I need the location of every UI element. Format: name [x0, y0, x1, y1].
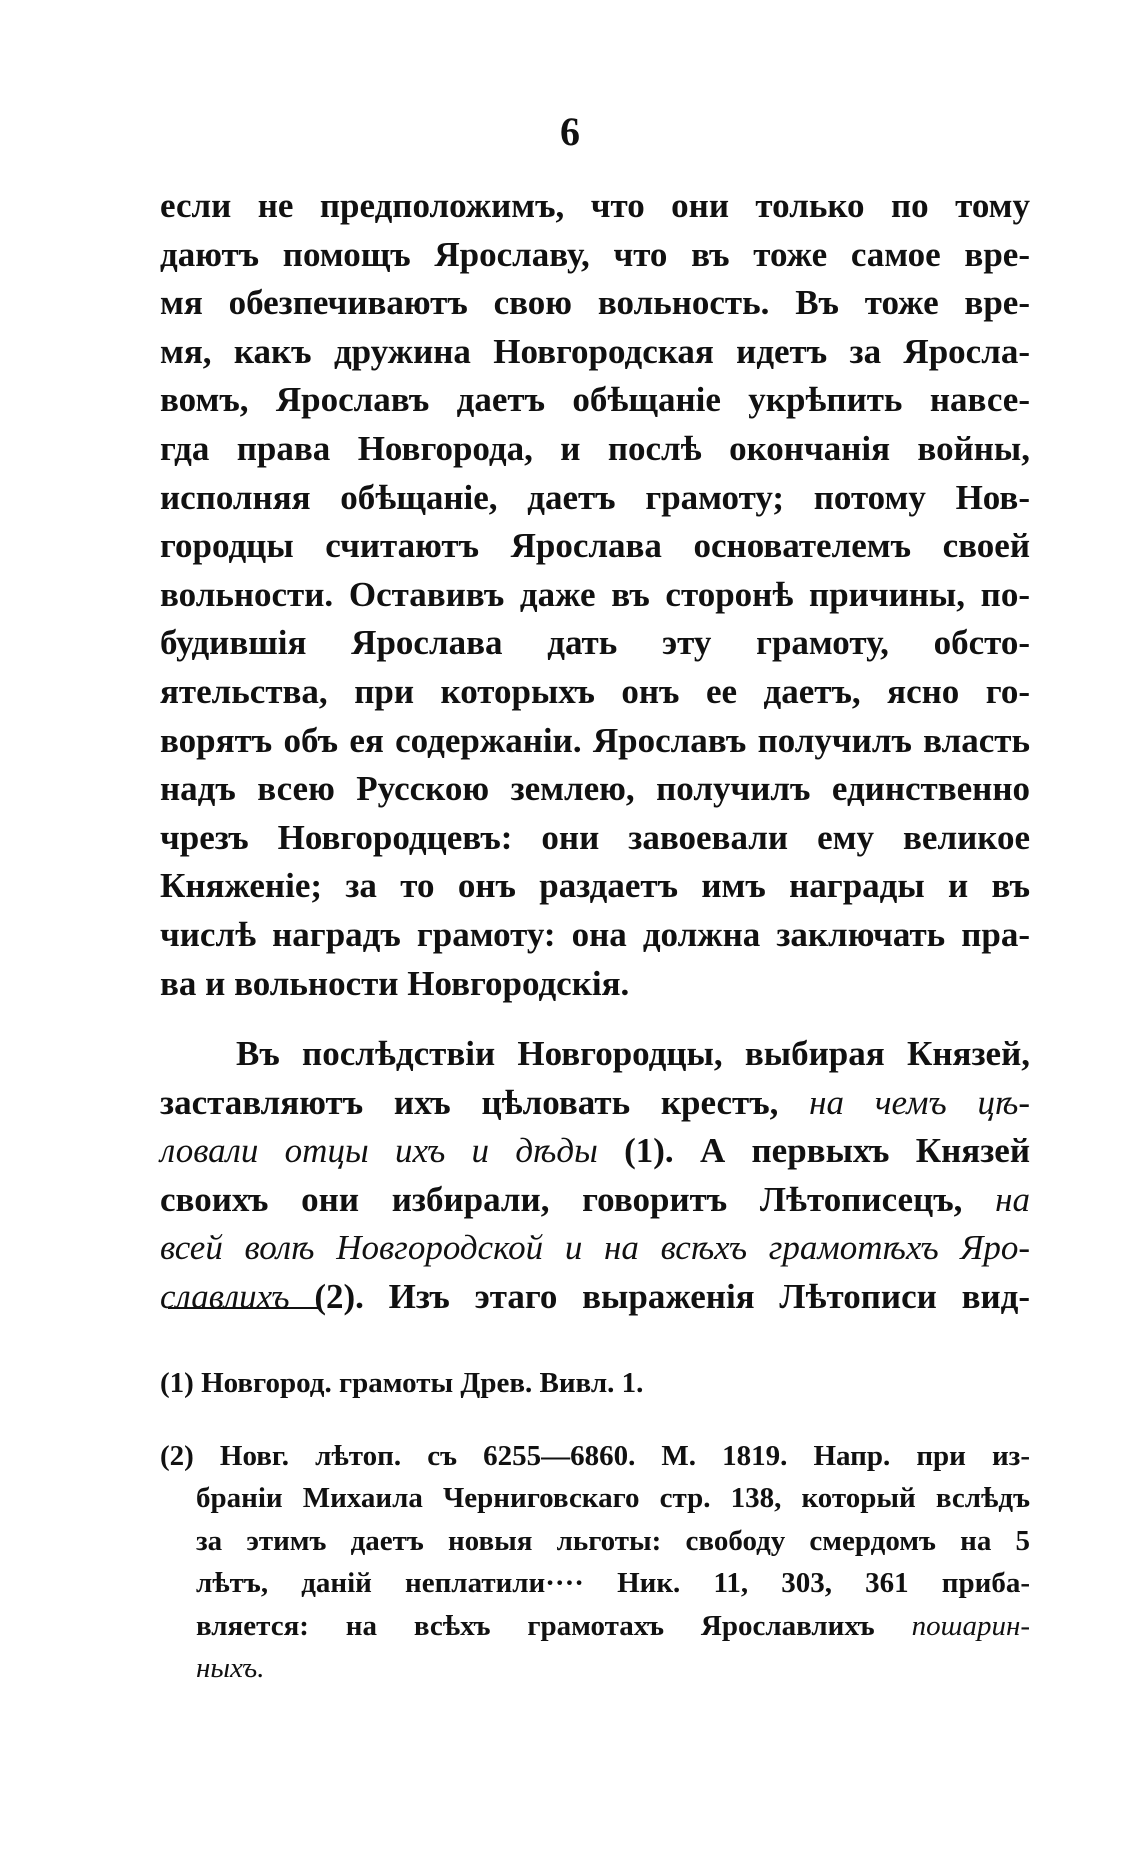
page-number: 6 — [560, 109, 580, 154]
text-line: городцы считаютъ Ярослава основателемъ своей — [160, 526, 1030, 566]
paragraph-2 — [160, 1030, 1030, 1322]
italic-quote: славлихъ — [160, 1277, 290, 1317]
text-line: мя, какъ дружина Новгородская идетъ за Яросла- — [160, 331, 1030, 371]
text-line: Въ послѣдствіи Новгородцы, выбирая Князей, — [236, 1034, 1030, 1074]
text-segment: (1). А первыхъ Князей — [597, 1131, 1030, 1171]
text-line: ва и вольности Новгородскія. — [160, 963, 630, 1003]
footnote-1: (1) Новгород. грамоты Древ. Вивл. 1. — [160, 1367, 644, 1399]
text-segment: вляется: на всѣхъ грамотахъ Ярославлихъ — [196, 1609, 912, 1642]
text-line: ворятъ объ ея содержаніи. Ярославъ получилъ власть — [160, 720, 1030, 760]
italic-quote-line: всей волѣ Новгородской и на всѣхъ грамотѣхъ Яро- — [160, 1228, 1030, 1268]
paragraph-gap — [160, 1008, 1030, 1030]
text-segment: своихъ они избирали, говоритъ Лѣтописецъ, — [160, 1179, 996, 1219]
footnote-line: (2) Новг. лѣтоп. съ 6255—6860. М. 1819. Напр. при из- — [160, 1439, 1030, 1472]
italic-quote: на — [995, 1179, 1030, 1219]
text-line: числѣ наградъ грамоту: она должна заключать пра- — [160, 914, 1030, 954]
footnote-divider — [168, 1307, 320, 1309]
footnote-line: за этимъ даетъ новыя льготы: свободу смердомъ на 5 — [196, 1524, 1030, 1557]
footnote-line — [160, 1605, 1030, 1648]
footnote-line: ныхъ. — [196, 1652, 265, 1684]
footnote-2 — [160, 1435, 1030, 1690]
text-segment: заставляютъ ихъ цѣловать крестъ, — [160, 1082, 810, 1122]
text-line — [160, 1127, 1030, 1176]
text-line: будившія Ярослава дать эту грамоту, обсто- — [160, 623, 1030, 663]
text-line: надъ всею Русскою землею, получилъ единственно — [160, 769, 1030, 809]
italic-quote: на чемъ цѣ- — [809, 1082, 1030, 1122]
text-line: вомъ, Ярославъ даетъ обѣщаніе укрѣпить навсе- — [160, 380, 1030, 420]
text-line — [160, 1176, 1030, 1225]
body-text — [160, 182, 1030, 1322]
text-line — [160, 1079, 1030, 1128]
text-line: Княженіе; за то онъ раздаетъ имъ награды и въ — [160, 866, 1030, 906]
paragraph-1 — [160, 182, 1030, 1008]
text-segment: (2). Изъ этаго выраженія Лѣтописи вид- — [289, 1277, 1030, 1317]
footnotes — [160, 1362, 1030, 1690]
text-line: если не предположимъ, что они только по тому — [160, 186, 1030, 225]
italic-quote: пошарин- — [911, 1609, 1030, 1642]
footnote-line: лѣтъ, даній неплатили···· Ник. 11, 303, 361 приба- — [196, 1567, 1030, 1599]
text-line: гда права Новгорода, и послѣ окончанія войны, — [160, 428, 1030, 468]
footnote-line: браніи Михаила Черниговскаго стр. 138, который вслѣдъ — [196, 1482, 1030, 1514]
text-line: вольности. Оставивъ даже въ сторонѣ причины, по- — [160, 574, 1030, 614]
text-line — [160, 1273, 1030, 1322]
text-line: мя обезпечиваютъ свою вольность. Въ тоже вре- — [160, 283, 1030, 323]
italic-quote: ловали отцы ихъ и дѣды — [160, 1131, 598, 1171]
text-line: даютъ помощъ Ярославу, что въ тоже самое вре- — [160, 234, 1030, 274]
text-line: ятельства, при которыхъ онъ ее даетъ, ясно го- — [160, 671, 1030, 711]
text-line: исполняя обѣщаніе, даетъ грамоту; потому Нов- — [160, 477, 1030, 517]
text-line: чрезъ Новгородцевъ: они завоевали ему великое — [160, 817, 1030, 857]
